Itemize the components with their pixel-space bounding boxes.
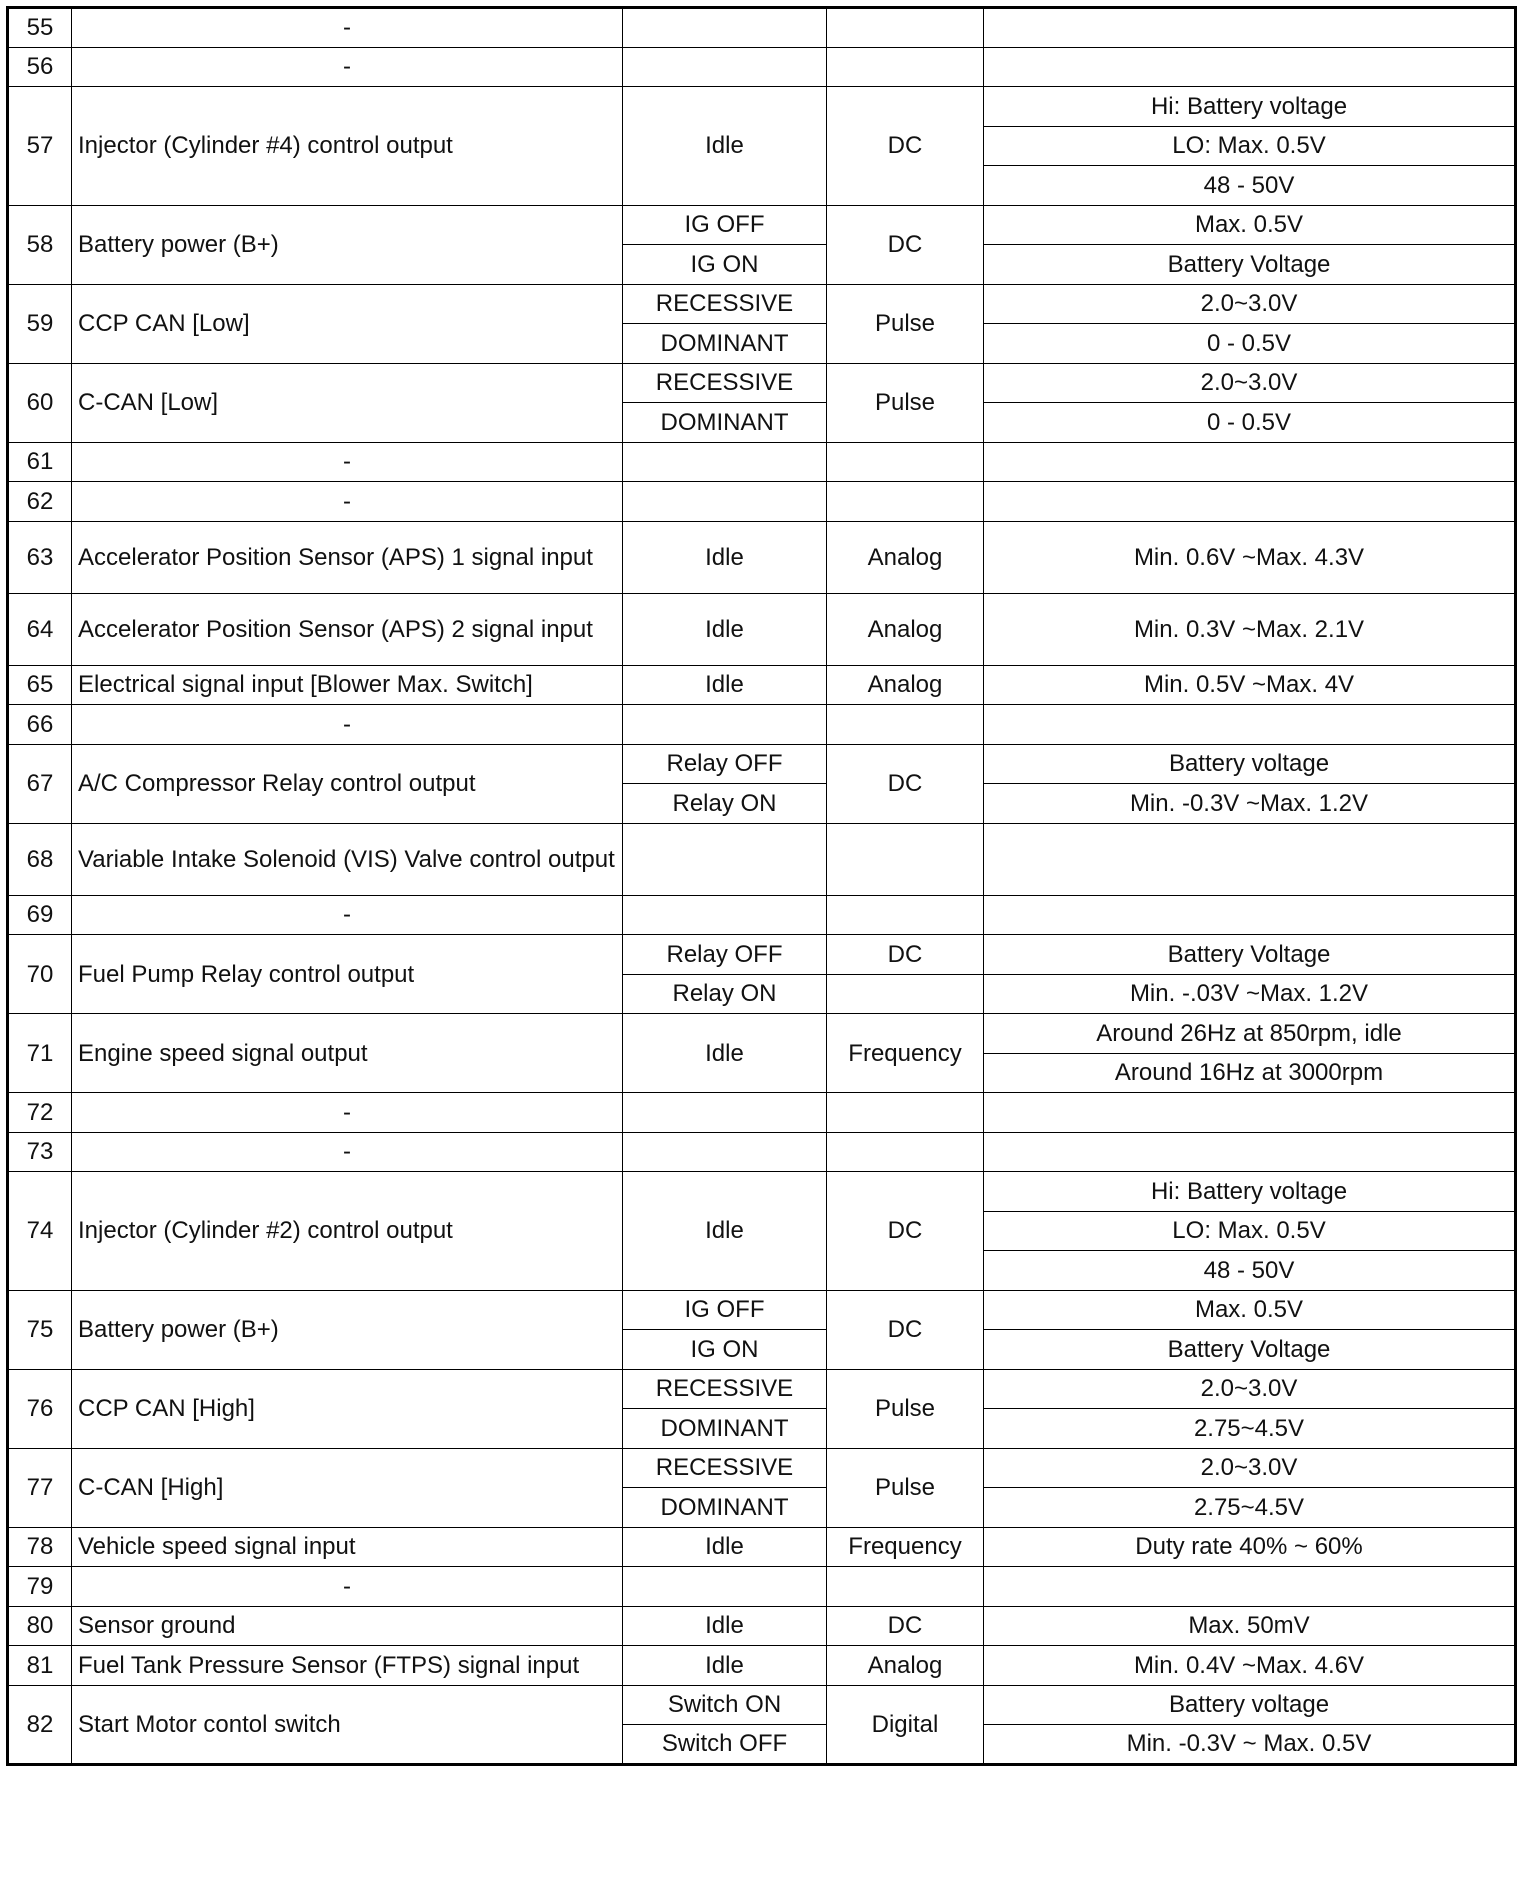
- pin-number-cell: 62: [8, 482, 72, 522]
- value-cell: 2.0~3.0V: [984, 363, 1516, 403]
- pin-number-cell: 65: [8, 665, 72, 705]
- value-cell: Min. -0.3V ~ Max. 0.5V: [984, 1725, 1516, 1765]
- type-cell: Pulse: [827, 363, 984, 442]
- table-row: [8, 8, 1516, 48]
- table-row: [8, 1093, 1516, 1133]
- value-cell: Min. 0.4V ~Max. 4.6V: [984, 1646, 1516, 1686]
- pin-number-cell: 59: [8, 284, 72, 363]
- type-cell: [827, 1567, 984, 1607]
- description-cell: Electrical signal input [Blower Max. Switch]: [72, 665, 623, 705]
- pin-table: [6, 6, 1517, 1766]
- type-cell: [827, 705, 984, 745]
- type-cell: [827, 47, 984, 87]
- value-cell: Battery Voltage: [984, 245, 1516, 285]
- condition-cell: Idle: [623, 665, 827, 705]
- table-row: [8, 1567, 1516, 1607]
- type-cell: Pulse: [827, 1369, 984, 1448]
- value-cell: Battery voltage: [984, 1685, 1516, 1725]
- description-cell: -: [72, 47, 623, 87]
- type-cell: DC: [827, 1172, 984, 1291]
- value-cell: Around 16Hz at 3000rpm: [984, 1053, 1516, 1093]
- value-cell: Min. -.03V ~Max. 1.2V: [984, 974, 1516, 1014]
- pin-number-cell: 55: [8, 8, 72, 48]
- value-cell: LO: Max. 0.5V: [984, 1211, 1516, 1251]
- pin-number-cell: 63: [8, 521, 72, 593]
- type-cell: DC: [827, 1606, 984, 1646]
- condition-cell: Idle: [623, 521, 827, 593]
- pin-number-cell: 61: [8, 442, 72, 482]
- condition-cell: Relay ON: [623, 784, 827, 824]
- condition-cell: DOMINANT: [623, 1409, 827, 1449]
- type-cell: [827, 8, 984, 48]
- table-row: [8, 363, 1516, 403]
- condition-cell: DOMINANT: [623, 403, 827, 443]
- condition-cell: Relay OFF: [623, 935, 827, 975]
- table-row: [8, 1527, 1516, 1567]
- table-row: [8, 87, 1516, 127]
- value-cell: LO: Max. 0.5V: [984, 126, 1516, 166]
- value-cell: Max. 50mV: [984, 1606, 1516, 1646]
- value-cell: Min. 0.6V ~Max. 4.3V: [984, 521, 1516, 593]
- table-row: [8, 705, 1516, 745]
- type-cell: [827, 895, 984, 935]
- pin-number-cell: 71: [8, 1014, 72, 1093]
- pin-number-cell: 82: [8, 1685, 72, 1764]
- condition-cell: Idle: [623, 1172, 827, 1291]
- description-cell: Sensor ground: [72, 1606, 623, 1646]
- description-cell: -: [72, 895, 623, 935]
- pin-number-cell: 76: [8, 1369, 72, 1448]
- type-cell: DC: [827, 87, 984, 206]
- value-cell: Duty rate 40% ~ 60%: [984, 1527, 1516, 1567]
- value-cell: [984, 823, 1516, 895]
- value-cell: [984, 705, 1516, 745]
- table-row: [8, 895, 1516, 935]
- description-cell: -: [72, 442, 623, 482]
- table-row: [8, 1290, 1516, 1330]
- value-cell: 2.0~3.0V: [984, 1448, 1516, 1488]
- description-cell: Fuel Pump Relay control output: [72, 935, 623, 1014]
- pin-number-cell: 57: [8, 87, 72, 206]
- description-cell: -: [72, 8, 623, 48]
- pin-number-cell: 81: [8, 1646, 72, 1686]
- type-cell: Analog: [827, 665, 984, 705]
- description-cell: Start Motor contol switch: [72, 1685, 623, 1764]
- value-cell: Max. 0.5V: [984, 205, 1516, 245]
- description-cell: -: [72, 1093, 623, 1133]
- value-cell: [984, 1132, 1516, 1172]
- value-cell: Around 26Hz at 850rpm, idle: [984, 1014, 1516, 1054]
- pin-number-cell: 69: [8, 895, 72, 935]
- condition-cell: Relay ON: [623, 974, 827, 1014]
- condition-cell: [623, 8, 827, 48]
- condition-cell: Idle: [623, 593, 827, 665]
- table-row: [8, 482, 1516, 522]
- table-row: [8, 665, 1516, 705]
- condition-cell: IG OFF: [623, 205, 827, 245]
- type-cell: DC: [827, 1290, 984, 1369]
- type-cell: Analog: [827, 521, 984, 593]
- table-row: [8, 205, 1516, 245]
- condition-cell: [623, 1567, 827, 1607]
- condition-cell: Idle: [623, 1646, 827, 1686]
- condition-cell: Idle: [623, 1014, 827, 1093]
- description-cell: Vehicle speed signal input: [72, 1527, 623, 1567]
- description-cell: -: [72, 482, 623, 522]
- type-cell: [827, 442, 984, 482]
- table-row: [8, 521, 1516, 593]
- table-row: [8, 1014, 1516, 1054]
- pin-number-cell: 80: [8, 1606, 72, 1646]
- description-cell: -: [72, 705, 623, 745]
- table-row: [8, 47, 1516, 87]
- description-cell: Variable Intake Solenoid (VIS) Valve control output: [72, 823, 623, 895]
- type-cell: Frequency: [827, 1014, 984, 1093]
- pin-number-cell: 75: [8, 1290, 72, 1369]
- type-cell: [827, 974, 984, 1014]
- value-cell: 0 - 0.5V: [984, 403, 1516, 443]
- value-cell: [984, 47, 1516, 87]
- description-cell: C-CAN [High]: [72, 1448, 623, 1527]
- condition-cell: [623, 1132, 827, 1172]
- condition-cell: Idle: [623, 87, 827, 206]
- description-cell: -: [72, 1567, 623, 1607]
- pin-number-cell: 66: [8, 705, 72, 745]
- description-cell: Battery power (B+): [72, 205, 623, 284]
- description-cell: Fuel Tank Pressure Sensor (FTPS) signal input: [72, 1646, 623, 1686]
- description-cell: CCP CAN [Low]: [72, 284, 623, 363]
- value-cell: [984, 482, 1516, 522]
- pin-number-cell: 70: [8, 935, 72, 1014]
- value-cell: 2.75~4.5V: [984, 1488, 1516, 1528]
- type-cell: Pulse: [827, 284, 984, 363]
- condition-cell: [623, 823, 827, 895]
- table-row: [8, 744, 1516, 784]
- value-cell: 2.0~3.0V: [984, 1369, 1516, 1409]
- table-row: [8, 935, 1516, 975]
- pin-number-cell: 68: [8, 823, 72, 895]
- value-cell: 2.0~3.0V: [984, 284, 1516, 324]
- pin-table-body: [8, 8, 1516, 1765]
- value-cell: Hi: Battery voltage: [984, 1172, 1516, 1212]
- value-cell: Min. -0.3V ~Max. 1.2V: [984, 784, 1516, 824]
- description-cell: Injector (Cylinder #2) control output: [72, 1172, 623, 1291]
- value-cell: Max. 0.5V: [984, 1290, 1516, 1330]
- type-cell: Digital: [827, 1685, 984, 1764]
- condition-cell: RECESSIVE: [623, 363, 827, 403]
- condition-cell: RECESSIVE: [623, 1448, 827, 1488]
- description-cell: CCP CAN [High]: [72, 1369, 623, 1448]
- value-cell: Hi: Battery voltage: [984, 87, 1516, 127]
- value-cell: 0 - 0.5V: [984, 324, 1516, 364]
- condition-cell: RECESSIVE: [623, 284, 827, 324]
- description-cell: C-CAN [Low]: [72, 363, 623, 442]
- value-cell: [984, 1567, 1516, 1607]
- pin-number-cell: 64: [8, 593, 72, 665]
- type-cell: DC: [827, 935, 984, 975]
- type-cell: [827, 823, 984, 895]
- value-cell: Min. 0.3V ~Max. 2.1V: [984, 593, 1516, 665]
- value-cell: [984, 8, 1516, 48]
- value-cell: [984, 442, 1516, 482]
- condition-cell: [623, 1093, 827, 1133]
- condition-cell: Idle: [623, 1606, 827, 1646]
- pin-number-cell: 56: [8, 47, 72, 87]
- type-cell: Analog: [827, 1646, 984, 1686]
- type-cell: [827, 482, 984, 522]
- table-row: [8, 593, 1516, 665]
- condition-cell: [623, 47, 827, 87]
- table-row: [8, 1685, 1516, 1725]
- condition-cell: [623, 442, 827, 482]
- table-row: [8, 1172, 1516, 1212]
- condition-cell: [623, 895, 827, 935]
- value-cell: 2.75~4.5V: [984, 1409, 1516, 1449]
- value-cell: 48 - 50V: [984, 1251, 1516, 1291]
- description-cell: Injector (Cylinder #4) control output: [72, 87, 623, 206]
- pin-number-cell: 60: [8, 363, 72, 442]
- pin-number-cell: 77: [8, 1448, 72, 1527]
- type-cell: [827, 1093, 984, 1133]
- condition-cell: Idle: [623, 1527, 827, 1567]
- table-row: [8, 1448, 1516, 1488]
- condition-cell: [623, 705, 827, 745]
- value-cell: Min. 0.5V ~Max. 4V: [984, 665, 1516, 705]
- pin-number-cell: 74: [8, 1172, 72, 1291]
- description-cell: Accelerator Position Sensor (APS) 2 signal input: [72, 593, 623, 665]
- condition-cell: IG ON: [623, 245, 827, 285]
- table-row: [8, 1132, 1516, 1172]
- pin-number-cell: 58: [8, 205, 72, 284]
- condition-cell: RECESSIVE: [623, 1369, 827, 1409]
- condition-cell: DOMINANT: [623, 324, 827, 364]
- value-cell: Battery Voltage: [984, 935, 1516, 975]
- condition-cell: IG OFF: [623, 1290, 827, 1330]
- type-cell: Pulse: [827, 1448, 984, 1527]
- condition-cell: IG ON: [623, 1330, 827, 1370]
- type-cell: DC: [827, 744, 984, 823]
- table-row: [8, 284, 1516, 324]
- type-cell: DC: [827, 205, 984, 284]
- value-cell: Battery Voltage: [984, 1330, 1516, 1370]
- condition-cell: Switch ON: [623, 1685, 827, 1725]
- type-cell: Frequency: [827, 1527, 984, 1567]
- description-cell: Accelerator Position Sensor (APS) 1 signal input: [72, 521, 623, 593]
- pin-number-cell: 73: [8, 1132, 72, 1172]
- condition-cell: Relay OFF: [623, 744, 827, 784]
- type-cell: Analog: [827, 593, 984, 665]
- description-cell: A/C Compressor Relay control output: [72, 744, 623, 823]
- description-cell: Battery power (B+): [72, 1290, 623, 1369]
- pin-number-cell: 78: [8, 1527, 72, 1567]
- pin-number-cell: 79: [8, 1567, 72, 1607]
- condition-cell: Switch OFF: [623, 1725, 827, 1765]
- table-row: [8, 442, 1516, 482]
- value-cell: [984, 895, 1516, 935]
- pin-number-cell: 67: [8, 744, 72, 823]
- table-row: [8, 1646, 1516, 1686]
- table-row: [8, 1369, 1516, 1409]
- value-cell: [984, 1093, 1516, 1133]
- pin-number-cell: 72: [8, 1093, 72, 1133]
- table-row: [8, 823, 1516, 895]
- condition-cell: [623, 482, 827, 522]
- condition-cell: DOMINANT: [623, 1488, 827, 1528]
- description-cell: Engine speed signal output: [72, 1014, 623, 1093]
- type-cell: [827, 1132, 984, 1172]
- description-cell: -: [72, 1132, 623, 1172]
- value-cell: 48 - 50V: [984, 166, 1516, 206]
- table-row: [8, 1606, 1516, 1646]
- value-cell: Battery voltage: [984, 744, 1516, 784]
